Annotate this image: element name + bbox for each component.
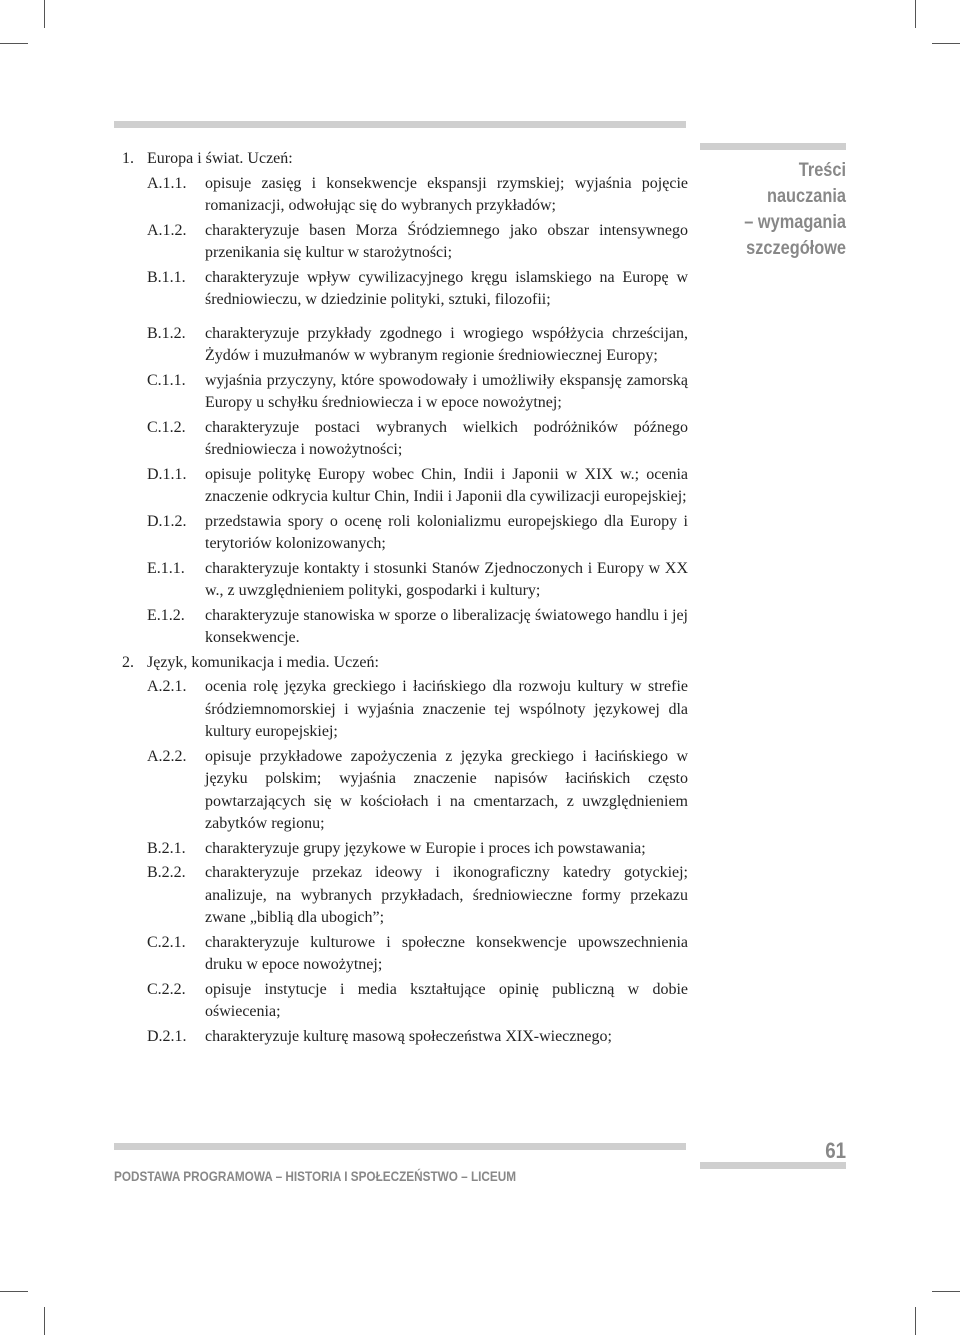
item-code: A.2.2. <box>147 747 187 765</box>
item-code: B.2.1. <box>147 839 186 857</box>
list-item <box>122 746 688 836</box>
list-item <box>122 267 688 312</box>
list-item <box>122 979 688 1024</box>
item-text: opisuje zasięg i konsekwencje ekspansji rzymskiej; wyjaśnia pojęcie romanizacji, odwołując się do wybranych przykładów; <box>205 174 688 214</box>
top-rule <box>114 121 686 128</box>
item-text: charakteryzuje grupy językowe w Europie i proces ich powstawania; <box>205 839 646 857</box>
item-code: B.2.2. <box>147 864 186 881</box>
bottom-rule <box>114 1143 686 1150</box>
item-text: charakteryzuje stanowiska w sporze o liberalizację światowego handlu i jej konsekwencje. <box>205 606 688 646</box>
main-content <box>122 148 688 1048</box>
item-text: przedstawia spory o ocenę roli kolonializmu europejskiego dla Europy i terytoriów kolonizowanych; <box>205 512 688 552</box>
item-text: opisuje instytucje i media kształtujące opinię publiczną w dobie oświecenia; <box>205 980 688 1020</box>
item-code: C.1.1. <box>147 371 186 389</box>
item-code: D.1.1. <box>147 465 187 483</box>
item-code: C.1.2. <box>147 418 186 436</box>
crop-mark-top-left <box>44 0 45 28</box>
side-heading-line-3: szczegółowe <box>746 238 846 259</box>
crop-mark-bottom-right <box>915 1307 916 1335</box>
section-title: Język, komunikacja i media. Uczeń: <box>147 653 379 671</box>
list-item <box>122 838 688 861</box>
list-item <box>122 323 688 368</box>
item-text: charakteryzuje kulturę masową społeczeństwa XIX-wiecznego; <box>205 1027 612 1045</box>
crop-mark-right-bottom <box>932 1291 960 1292</box>
top-rule-side <box>700 143 846 150</box>
list-item <box>122 370 688 415</box>
section-title: Europa i świat. Uczeń: <box>147 150 293 167</box>
item-code: C.2.1. <box>147 933 186 951</box>
page-number: 61 <box>825 1138 846 1163</box>
list-item <box>122 558 688 603</box>
side-heading <box>720 158 846 262</box>
item-code: E.1.2. <box>147 606 185 624</box>
crop-mark-right-top <box>932 43 960 44</box>
item-code: D.2.1. <box>147 1027 187 1045</box>
side-heading-line-1: Treści nauczania <box>766 160 846 207</box>
crop-mark-bottom-left <box>44 1307 45 1335</box>
item-code: A.1.1. <box>147 174 187 192</box>
item-text: charakteryzuje kontakty i stosunki Stanów Zjednoczonych i Europy w XX w., z uwzględnieniem polityki, gospodarki i kultury; <box>205 559 688 599</box>
list-item <box>122 464 688 509</box>
crop-mark-top-right <box>915 0 916 28</box>
item-text: charakteryzuje basen Morza Śródziemnego jako obszar intensywnego przenikania się kultur w starożytności; <box>205 221 688 261</box>
item-text: ocenia rolę języka greckiego i łacińskiego dla rozwoju kultury w strefie śródziemnomorskiej i wyjaśnia znaczenie tej wspólnoty językowej dla kultury europejskiej; <box>205 678 688 740</box>
list-item <box>122 1026 688 1049</box>
item-text: charakteryzuje przykłady zgodnego i wrogiego współżycia chrześcijan, Żydów i muzułmanów w wybranym regionie średniowiecznej Europy; <box>205 324 688 364</box>
item-code: A.1.2. <box>147 221 187 239</box>
section-number: 1. <box>122 150 134 167</box>
list-item <box>122 220 688 265</box>
crop-mark-left-top <box>0 43 28 44</box>
item-text: charakteryzuje przekaz ideowy i ikonograficzny katedry gotyckiej; analizuje, na wybranych przykładach, średniowieczne formy przekazu zwane „biblią dla ubogich”; <box>205 864 688 926</box>
side-heading-line-2: – wymagania <box>744 212 846 233</box>
item-text: opisuje przykładowe zapożyczenia z języka greckiego i łacińskiego w języku polskim; wyjaśnia znaczenie napisów łacińskich często powtarzających się w kościołach i na cmentarzach, z uwzględnieniem zabytków regionu; <box>205 747 688 832</box>
section-number: 2. <box>122 653 134 671</box>
item-code: A.2.1. <box>147 678 187 695</box>
crop-mark-left-bottom <box>0 1291 28 1292</box>
section-heading-1 <box>122 148 688 171</box>
item-code: C.2.2. <box>147 980 186 998</box>
item-code: B.1.2. <box>147 324 186 342</box>
item-text: charakteryzuje wpływ cywilizacyjnego kręgu islamskiego na Europę w średniowieczu, w dziedzinie polityki, sztuki, filozofii; <box>205 268 688 308</box>
list-item <box>122 862 688 930</box>
item-code: B.1.1. <box>147 268 186 286</box>
item-code: E.1.1. <box>147 559 185 577</box>
list-item <box>122 173 688 218</box>
list-item <box>122 511 688 556</box>
list-item <box>122 676 688 744</box>
list-item <box>122 605 688 650</box>
list-item <box>122 417 688 462</box>
item-text: charakteryzuje postaci wybranych wielkich podróżników późnego średniowiecza i nowożytności; <box>205 418 688 458</box>
item-text: wyjaśnia przyczyny, które spowodowały i umożliwiły ekspansję zamorską Europy u schyłku średniowiecza i w epoce nowożytnej; <box>205 371 688 411</box>
section-heading-2 <box>122 652 688 675</box>
footer-title: PODSTAWA PROGRAMOWA – HISTORIA I SPOŁECZEŃSTWO – LICEUM <box>114 1168 517 1184</box>
item-text: opisuje politykę Europy wobec Chin, Indii i Japonii w XIX w.; ocenia znaczenie odkrycia kultur Chin, Indii i Japonii dla cywilizacji europejskiej; <box>205 465 688 505</box>
list-item <box>122 932 688 977</box>
item-code: D.1.2. <box>147 512 187 530</box>
item-text: charakteryzuje kulturowe i społeczne konsekwencje upowszechnienia druku w epoce nowożytnej; <box>205 933 688 973</box>
